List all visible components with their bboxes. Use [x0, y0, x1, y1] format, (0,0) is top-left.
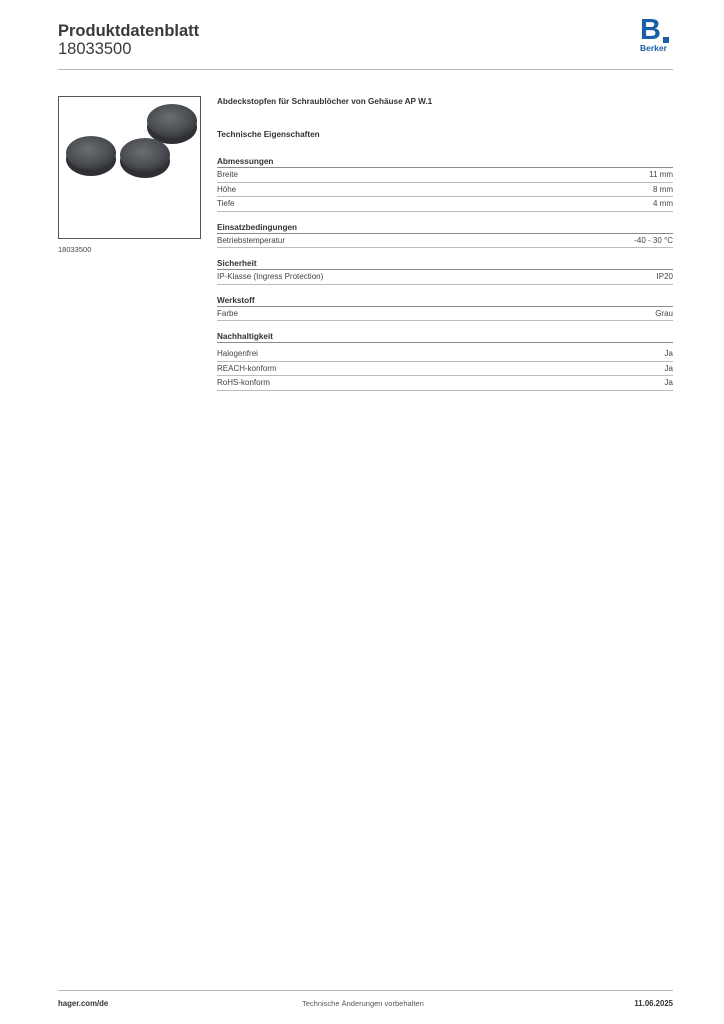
document-title: Produktdatenblatt [58, 22, 200, 40]
property-value: 8 mm [653, 184, 673, 194]
property-label: Breite [217, 170, 238, 179]
property-label: Farbe [217, 308, 238, 318]
document-header [58, 14, 673, 70]
section-material [217, 295, 673, 322]
technical-properties-heading: Technische Eigenschaften [217, 130, 320, 139]
property-value: Grau [655, 308, 673, 318]
property-value: Ja [664, 378, 673, 387]
property-row [217, 270, 673, 285]
section-title: Werkstoff [217, 295, 673, 307]
property-row [217, 234, 673, 249]
section-sustainability [217, 331, 673, 391]
logo-letter: B [640, 14, 661, 46]
property-row [217, 307, 673, 322]
property-label: Höhe [217, 184, 237, 194]
logo-text: Berker [640, 43, 667, 53]
property-value: IP20 [656, 272, 673, 281]
property-row [217, 362, 673, 377]
property-row [217, 197, 673, 212]
property-row [217, 347, 673, 362]
section-title: Sicherheit [217, 258, 673, 270]
property-label: Betriebstemperatur [217, 235, 286, 245]
footer-website: hager.com/de [58, 999, 109, 1008]
product-image [58, 96, 201, 239]
footer-date: 11.06.2025 [634, 999, 673, 1008]
property-row [217, 168, 673, 183]
product-details [217, 96, 673, 401]
section-safety [217, 258, 673, 285]
footer-note: Technische Änderungen vorbehalten [302, 999, 424, 1008]
cover-caps-product-photo-icon [59, 97, 201, 239]
section-title: Nachhaltigkeit [217, 331, 673, 343]
property-label: RoHS-konform [217, 378, 270, 387]
image-caption: 18033500 [58, 245, 92, 254]
property-label: Tiefe [217, 199, 235, 208]
property-row [217, 183, 673, 198]
property-row [217, 376, 673, 391]
property-value: Ja [664, 363, 673, 373]
property-value: Ja [664, 349, 673, 358]
section-operating-conditions [217, 222, 673, 249]
product-description: Abdeckstopfen für Schraublöcher von Gehäuse AP W.1 [217, 97, 433, 106]
property-value: 11 mm [649, 170, 673, 179]
property-label: IP-Klasse (Ingress Protection) [217, 272, 324, 281]
property-label: REACH-konform [217, 363, 277, 373]
section-dimensions [217, 156, 673, 212]
property-label: Halogenfrei [217, 349, 258, 358]
section-title: Abmessungen [217, 156, 673, 168]
berker-logo [639, 16, 673, 54]
section-title: Einsatzbedingungen [217, 222, 673, 234]
document-footer [58, 990, 673, 1010]
article-number: 18033500 [58, 40, 132, 58]
property-value: 4 mm [653, 199, 673, 208]
property-value: -40 - 30 °C [634, 235, 673, 245]
